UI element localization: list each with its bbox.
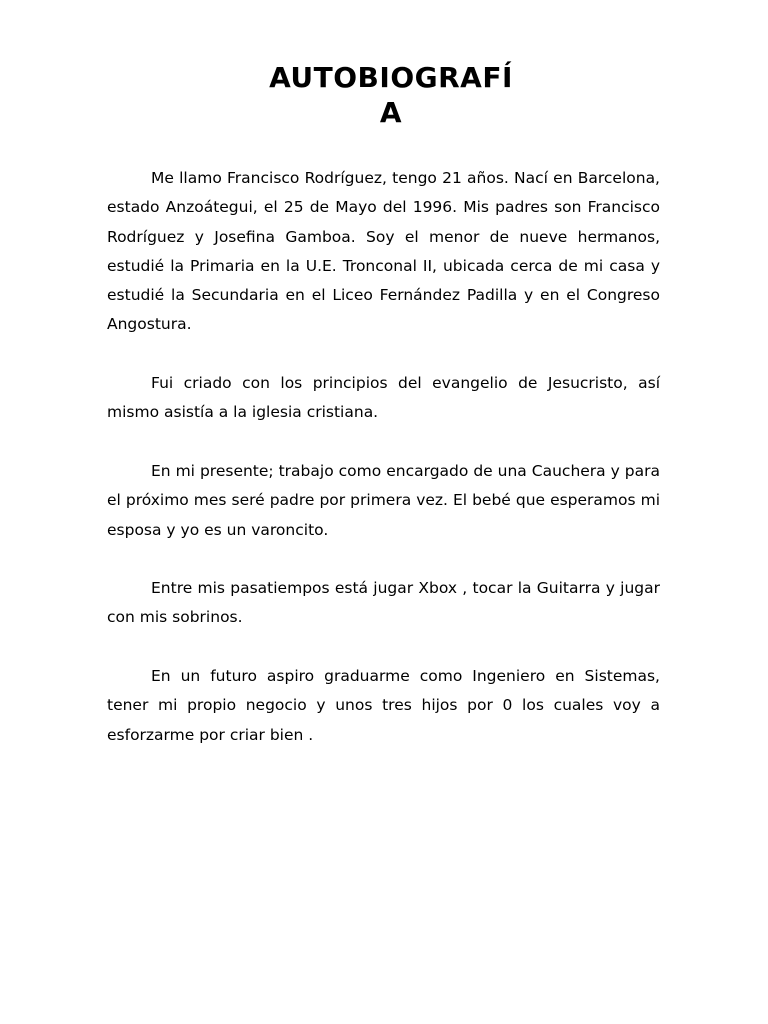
- paragraph-future: En un futuro aspiro graduarme como Ingeniero en Sistemas, tener mi propio negocio y unos tres hijos por 0 los cuales voy a esforzarme por criar bien .: [107, 667, 660, 744]
- paragraph-introduction: Me llamo Francisco Rodríguez, tengo 21 años. Nací en Barcelona, estado Anzoátegui, el 25 de Mayo del 1996. Mis padres son Francisco Rodríguez y Josefina Gamboa. Soy el menor de nueve hermanos, estudié la Primaria en la U.E. Tronconal II, ubicada cerca de mi casa y estudié la Secundaria en el Liceo Fernández Padilla y en el Congreso Angostura.: [107, 169, 660, 334]
- paragraph-hobbies: Entre mis pasatiempos está jugar Xbox , tocar la Guitarra y jugar con mis sobrinos.: [107, 579, 660, 627]
- document-body: [107, 164, 660, 779]
- paragraph-present: En mi presente; trabajo como encargado de una Cauchera y para el próximo mes seré padre por primera vez. El bebé que esperamos mi esposa y yo es un varoncito.: [107, 461, 660, 539]
- document-title: [0, 60, 768, 130]
- document-title-line-2: A: [379, 96, 403, 129]
- paragraph-upbringing: Fui criado con los principios del evangelio de Jesucristo, así mismo asistía a la iglesia cristiana.: [107, 374, 660, 422]
- document-title-line-1: AUTOBIOGRAFÍ: [269, 61, 513, 94]
